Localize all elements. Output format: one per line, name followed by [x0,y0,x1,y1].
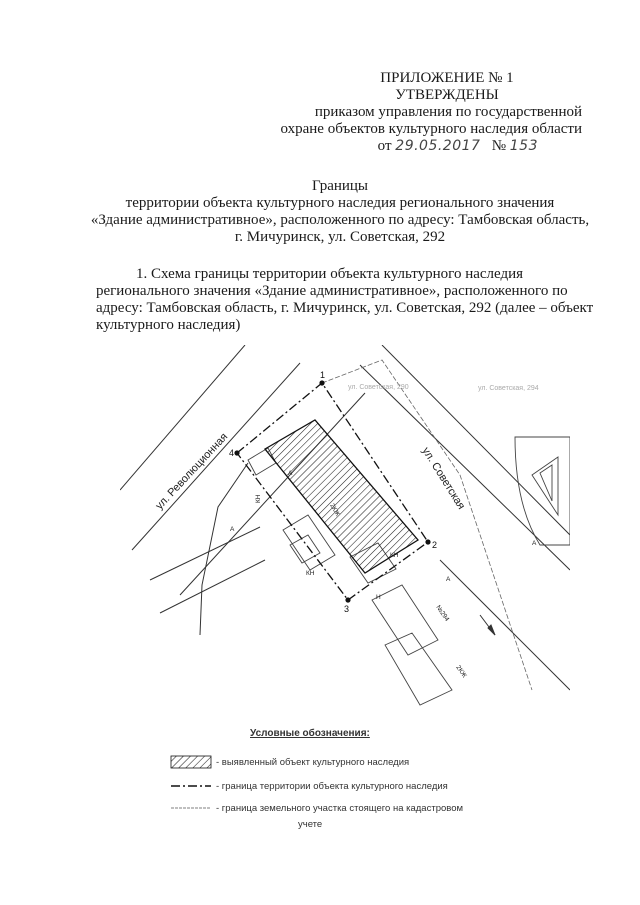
legend-item-2: - граница территории объекта культурного наследия [216,780,448,792]
boundary-scheme-map [120,345,570,715]
faded-label-1: ул. Советская, 290 [348,384,409,391]
letter-a-4: А [288,470,293,477]
point-label-1: 1 [320,370,326,380]
faded-label-2: ул. Советская, 294 [478,385,539,392]
annex-label-1: КН [255,494,262,503]
legend-item-3: - граница земельного участка стоящего на кадастровом [216,802,464,814]
annex-label-4: Н [376,594,381,601]
faded-map-labels [348,384,539,392]
street-label-sovetskaya: ул. Советская [419,445,468,512]
heading-line-3: г. Мичуринск, ул. Советская, 292 [234,229,446,245]
point-label-2: 2 [432,540,438,550]
appendix-block [252,70,582,155]
dash-dot-line-icon [170,779,212,793]
section-paragraph [96,266,616,334]
heading-line-1: территории объекта культурного наследия регионального значения [125,195,555,211]
legend-row-heritage [170,754,409,770]
hatch-swatch-icon [170,755,212,769]
letter-a-3: А [532,540,537,547]
legend-title: Условные обозначения: [250,728,370,739]
order-date-row [252,138,582,155]
point-label-4: 4 [229,448,235,458]
heading-line-2: «Здание административное», расположенного по адресу: Тамбовская область, [90,212,590,228]
annex-label-2: КН [390,552,399,559]
order-line-2: охране объектов культурного наследия области [280,121,582,137]
annex-label-3: КН [306,570,315,577]
date-prefix: от [377,138,392,154]
approved-label: УТВЕРЖДЕНЫ [395,87,499,103]
section-line-3: адресу: Тамбовская область, г. Мичуринск, ул. Советская, 292 (далее – объект [96,300,594,316]
section-line-4: культурного наследия) [96,317,241,333]
thin-dashed-line-icon [170,801,212,815]
direction-arrow [480,615,495,635]
number-prefix: № [491,138,507,154]
parcel-label-2: 2КЖ [454,664,468,680]
street-label-revolution: ул. Революционная [153,430,231,513]
handwritten-date: 29.05.2017 [395,138,481,154]
section-line-2: регионального значения «Здание административное», расположенного по [96,283,568,299]
appendix-title: ПРИЛОЖЕНИЕ № 1 [380,70,514,86]
heading-title: Границы [311,178,369,194]
document-heading [60,178,620,246]
building-label: 2КЖ [328,502,342,518]
legend-row-boundary [170,778,448,794]
order-line-1: приказом управления по государственной [314,104,582,120]
section-line-1: 1. Схема границы территории объекта культурного наследия [136,266,524,282]
parcel-label-1: №294 [434,604,451,623]
handwritten-number: 153 [509,138,538,154]
legend-item-1: - выявленный объект культурного наследия [216,756,410,768]
legend-item-3-cont: учете [298,819,323,830]
letter-a-2: А [446,576,451,583]
point-label-3: 3 [344,604,350,614]
letter-a-1: А [230,526,235,533]
legend-row-cadastral [170,800,463,816]
heritage-building-hatched [265,420,418,573]
